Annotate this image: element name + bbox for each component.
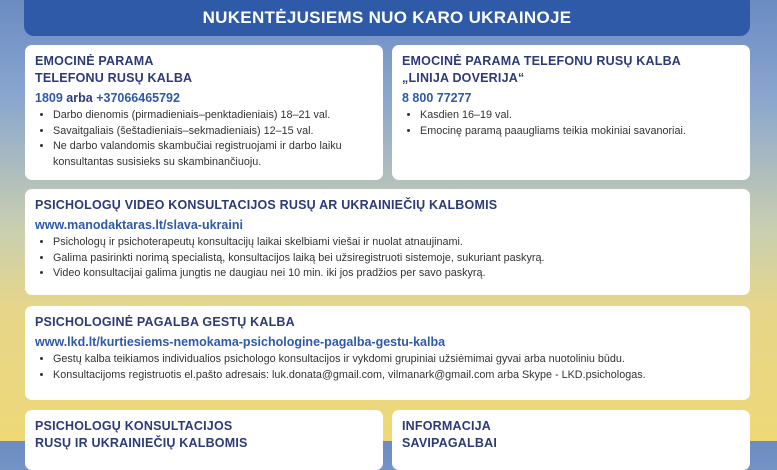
- card-video-consultations: [25, 189, 750, 295]
- info-list: [35, 235, 740, 282]
- list-item: • Video konsultacijai galima jungtis ne daugiau nei 10 min. iki jos pradžios per savo paskyrą.: [53, 266, 740, 282]
- card-psychologist-consultations: [25, 410, 383, 470]
- card-sign-language-help: [25, 306, 750, 400]
- card-emotional-support-russian: [25, 45, 383, 180]
- list-item: • Darbo dienomis (pirmadieniais–penktadieniais) 18–21 val.: [53, 108, 373, 124]
- info-list: [402, 108, 740, 139]
- card-trust-line: [392, 45, 750, 180]
- card-title-line2: TELEFONU RUSŲ KALBA: [35, 71, 193, 85]
- card-title-line2: RUSŲ IR UKRAINIEČIŲ KALBOMIS: [35, 436, 248, 450]
- website-link[interactable]: www.lkd.lt/kurtiesiems-nemokama-psichologine-pagalba-gestu-kalba: [35, 335, 446, 349]
- phone-number[interactable]: 8 800 77277: [402, 91, 472, 105]
- list-item: • Galima pasirinkti norimą specialistą, konsultacijos laiką bei užsiregistruoti sistemoje, sukuriant paskyrą.: [53, 251, 740, 267]
- phone-number-1[interactable]: 1809: [35, 91, 63, 105]
- list-item: • Ne darbo valandomis skambučiai registruojami ir darbo laiku konsultantas susisieks su skambinančiuoju.: [53, 139, 373, 170]
- info-list: [35, 352, 740, 383]
- card-self-help-info: [392, 410, 750, 470]
- card-title-line1: EMOCINĖ PARAMA: [35, 54, 154, 68]
- card-title: PSICHOLOGŲ VIDEO KONSULTACIJOS RUSŲ AR UKRAINIEČIŲ KALBOMIS: [35, 198, 498, 212]
- list-item: • Psichologų ir psichoterapeutų konsultacijų laikai skelbiami viešai ir nuolat atnaujinami.: [53, 235, 740, 251]
- list-item: • Gestų kalba teikiamos individualios psichologo konsultacijos ir vykdomi grupiniai užsiėmimai gyvai arba nuotoliniu būdu.: [53, 352, 740, 368]
- info-list: [35, 108, 373, 170]
- card-title-line1: INFORMACIJA: [402, 419, 492, 433]
- phone-number-2[interactable]: +37066465792: [96, 91, 180, 105]
- list-item: • Savaitgaliais (šeštadieniais–sekmadieniais) 12–15 val.: [53, 124, 373, 140]
- card-title: [35, 53, 373, 87]
- list-item: • Emocinę paramą paaugliams teikia mokiniai savanoriai.: [420, 124, 740, 140]
- list-item: • Konsultacijoms registruotis el.pašto adresais: luk.donata@gmail.com, vilmanark@gmail.com arba Skype - LKD.psichologas.: [53, 368, 740, 384]
- list-item: • Kasdien 16–19 val.: [420, 108, 740, 124]
- banner-title: NUKENTĖJUSIEMS NUO KARO UKRAINOJE: [202, 8, 572, 27]
- card-title: [402, 53, 740, 87]
- phone-contacts: [35, 89, 373, 107]
- card-title-line1: EMOCINĖ PARAMA TELEFONU RUSŲ KALBA: [402, 54, 682, 68]
- card-title-line2: „LINIJA DOVERIJA“: [402, 71, 525, 85]
- card-title: [35, 418, 373, 452]
- website-link[interactable]: www.manodaktaras.lt/slava-ukraini: [35, 218, 243, 232]
- card-title: PSICHOLOGINĖ PAGALBA GESTŲ KALBA: [35, 315, 295, 329]
- card-title: [402, 418, 740, 452]
- card-title-line1: PSICHOLOGŲ KONSULTACIJOS: [35, 419, 233, 433]
- phone-separator: arba: [66, 91, 93, 105]
- card-title-line2: SAVIPAGALBAI: [402, 436, 497, 450]
- header-banner: [24, 0, 750, 36]
